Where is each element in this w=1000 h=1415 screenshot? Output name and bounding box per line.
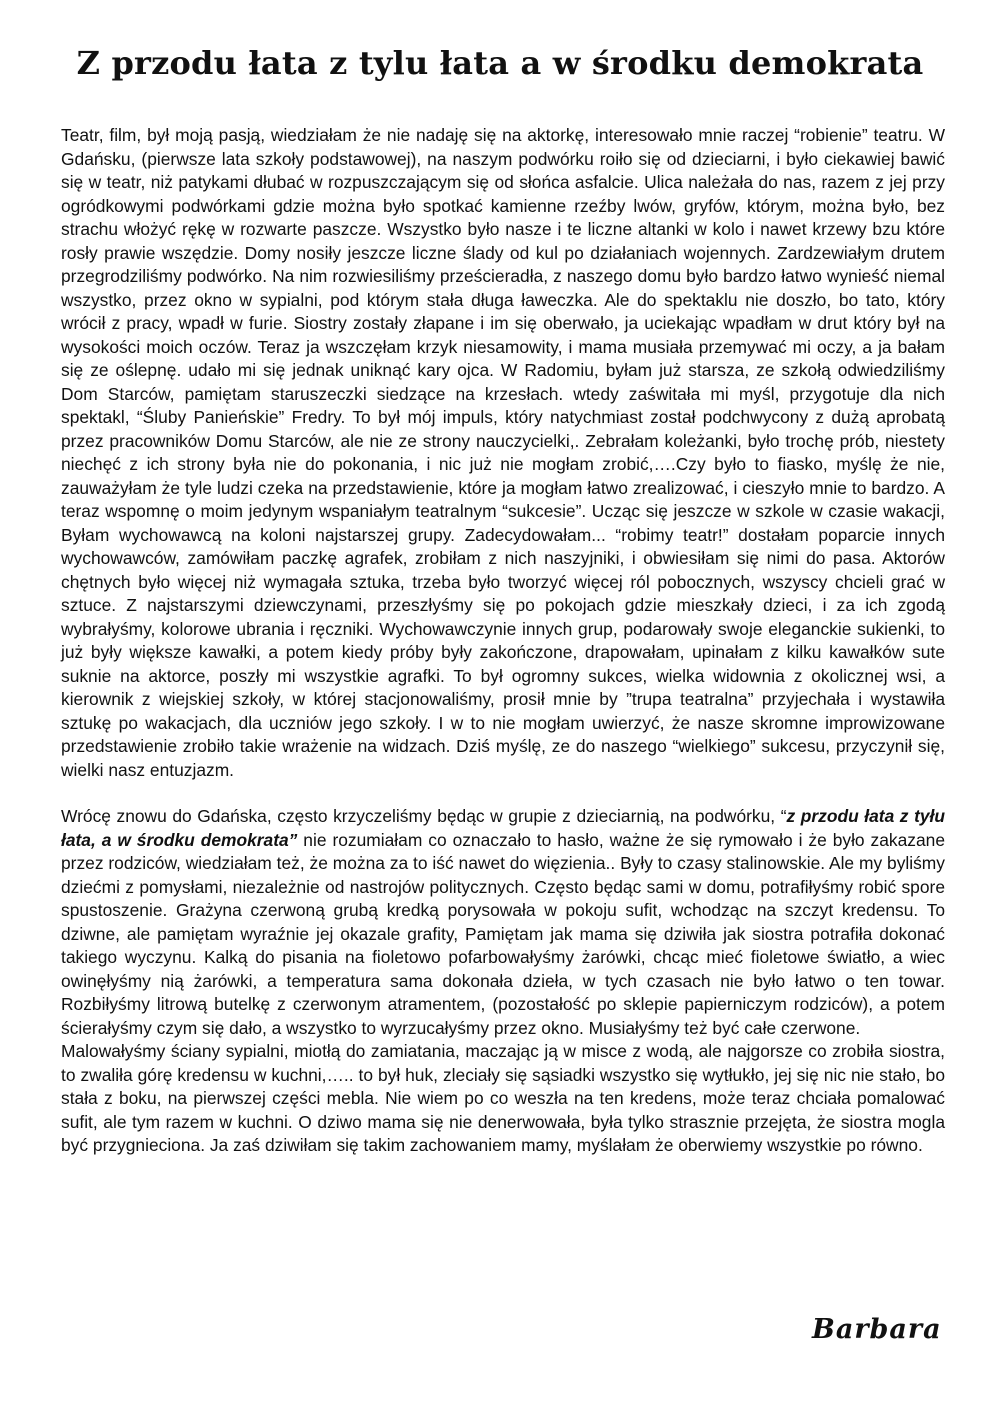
slogan-emphasis: z przodu łata z tyłu łata, a w środku demokrata” xyxy=(61,806,945,850)
paragraph-gdansk-rest: nie rozumiałam co oznaczało to hasło, ważne że się rymowało i że było zakazane przez rodziców, wiedziałam też, że można za to iść nawet do więzienia.. Były to czasy stalinowskie. Ale my byliśmy dziećmi z pomysłami, niezależnie od nastrojów politycznych. Często będąc sami w domu, potrafiłyśmy robić spore spustoszenie. Grażyna czerwoną grubą kredką porysowała w pokoju sufit, wchodząc na szczyt kredensu. To dziwne, ale pamiętam wyraźnie jej okazale grafity, Pamiętam jak mama się dziwiła jak siostra potrafiła dokonać takiego wyczynu. Kalką do pisania na fioletowo pofarbowałyśmy żarówki, chcąc mieć fioletowe światło, a wiec owinęłyśmy nią żarówki, a temperatura sama dokonała dzieła, w tych czasach nie było łatwo o ten towar. Rozbiłyśmy litrową butelkę z czerwonym atramentem, (pozostałość po sklepie papierniczym rodziców), a potem ścierałyśmy czym się dało, a wszystko to wyrzucałyśmy przez okno. Musiałyśmy też być całe czerwone. xyxy=(61,829,945,1038)
paragraph-gdansk-lead: Wrócę znowu do Gdańska, często krzyczeliśmy będąc w grupie z dzieciarnią, na podwórku, “ xyxy=(61,806,787,826)
paragraph-gdansk xyxy=(61,805,945,1040)
paragraph-theatre: Teatr, film, był moją pasją, wiedziałam że nie nadaję się na aktorkę, interesowało mnie raczej “robienie” teatru. W Gdańsku, (pierwsze lata szkoły podstawowej), na naszym podwórku roiło się od dzieciarni, i było ciekawiej bawić się w teatr, niż patykami dłubać w rozpuszczającym się od słońca asfalcie. Ulica należała do nas, razem z jej przy ogródkowymi podwórkami gdzie można było spotkać kamienne rzeźby lwów, gryfów, którym, można było, bez strachu włożyć rękę w rozwarte paszcze. Wszystko było nasze i te liczne altanki w kolo i nawet krzewy bzu które rosły prawie wszędzie. Domy nosiły jeszcze liczne ślady od kul po działaniach wojennych. Zardzewiałym drutem przegrodziliśmy podwórko. Na nim rozwiesiliśmy prześcieradła, z naszego domu było bardzo łatwo wynieść niemal wszystko, przez okno w sypialni, pod którym stała długa ławeczka. Ale do spektaklu nie doszło, bo tato, który wrócił z pracy, wpadł w furie. Siostry zostały złapane i im się oberwało, ja uciekając wpadłam w drut który był na wysokości moich oczów. Teraz ja wszczęłam krzyk niesamowity, i mama musiała przemywać mi oczy, a ja bałam się ze oślepnę. udało mi się jednak uniknąć kary ojca. W Radomiu, byłam już starsza, ze szkołą odwiedziliśmy Dom Starców, pamiętam staruszeczki siedzące na krzesłach. wtedy zaświtała mi myśl, przygotuje dla nich spektakl, “Śluby Panieńskie” Fredry. To był mój impuls, który natychmiast został podchwycony z dużą aprobatą przez pracowników Domu Starców, ale nie ze strony nauczycielki,. Zebrałam koleżanki, było trochę prób, niestety niechęć z ich strony była nie do pokonania, i nic już nie mogłam zrobić,….Czy było to fiasko, myślę że nie, zauważyłam że tyle ludzi czeka na przedstawienie, które ja mogłam łatwo zrealizować, i cieszyło mnie to bardzo. A teraz wspomnę o moim jedynym wspaniałym teatralnym “sukcesie”. Ucząc się jeszcze w szkole w czasie wakacji, Byłam wychowawcą na koloni najstarszej grupy. Zadecydowałam... “robimy teatr!” dostałam poparcie innych wychowawców, zamówiłam paczkę agrafek, zrobiłam z nich naszyjniki, i obwiesiłam się nimi do pasa. Aktorów chętnych było więcej niż wymagała sztuka, trzeba było tworzyć więcej ról pobocznych, wszyscy chcieli grać w sztuce. Z najstarszymi dziewczynami, przeszłyśmy się po pokojach gdzie mieszkały dzieci, i za ich zgodą wybrałyśmy, kolorowe ubrania i ręczniki. Wychowawczynie innych grup, podarowały swoje eleganckie sukienki, to już były większe kawałki, a potem kiedy próby były zakończone, drapowałam, upinałam z kilku kawałków sute suknie na aktorce, poszły mi wszystkie agrafki. To był ogromny sukces, wielka widownia z okolicznej wsi, a kierownik z wiejskiej szkoły, w której stacjonowaliśmy, prosił mnie by ”trupa teatralna” przyjechała i wystawiła sztukę po wakacjach, dla uczniów jego szkoły. I w to nie mogłam uwierzyć, że nasze skromne improwizowane przedstawienie zrobiło takie wrażenie na widzach. Dziś myślę, ze do naszego “wielkiego” sukcesu, przyczynił się, wielki nasz entuzjazm. xyxy=(61,125,945,780)
author-signature: Barbara xyxy=(812,1314,942,1345)
page-title: Z przodu łata z tylu łata a w środku demokrata xyxy=(76,44,924,82)
paragraph-kredens: Malowałyśmy ściany sypialni, miotłą do zamiatania, maczając ją w misce z wodą, ale najgorsze co zrobiła siostra, to zwaliła górę kredensu w kuchni,….. to był huk, zleciały się sąsiadki wszystko się wytłukło, jej się nic nie stało, bo stała z boku, na pierwszej części mebla. Nie wiem po co weszła na ten kredens, może teraz chciała pomalować sufit, ale tym razem w kuchni. O dziwo mama się nie denerwowała, była tylko strasznie przejęta, że siostra mogla być przygnieciona. Ja zaś dziwiłam się takim zachowaniem mamy, myślałam że oberwiemy wszystkie po równo. xyxy=(61,1041,945,1155)
document-body xyxy=(61,124,945,1158)
